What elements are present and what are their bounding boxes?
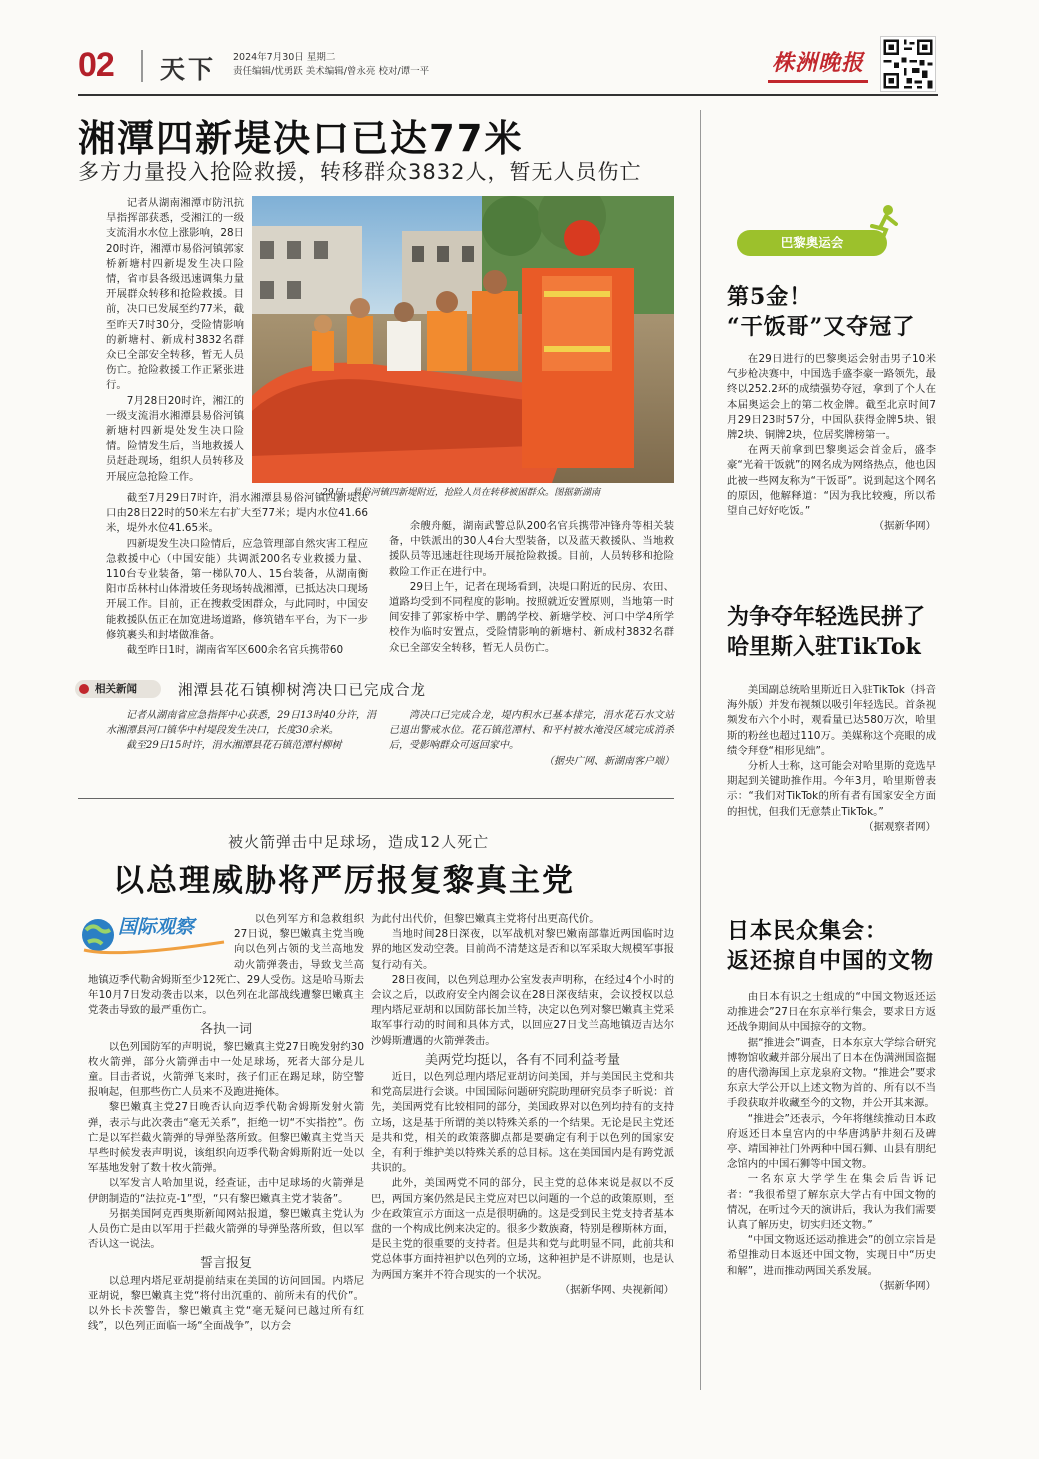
paragraph: 截至昨日1时，湖南省军区600余名官兵携带60 bbox=[126, 644, 344, 657]
paragraph: 以色列军方和急救组织27日说，黎巴嫩真主党当晚向以色列占领的戈兰高地发动火箭弹袭击，导致戈兰高地镇迈季代勒舍姆斯至少12死亡、29人受伤。这是哈马斯去年10月7日发动袭击以来，以色列在北部战线遭黎巴嫩真主党袭击导致的最严重伤亡。 bbox=[88, 913, 364, 1017]
paragraph: 28日夜间，以色列总理办公室发表声明称，在经过4个小时的会议之后，以政府安全内阁会议在28日深夜结束，会议授权以总理内塔尼亚胡和以国防部长加兰特，决定以色列对黎巴嫩真主党采取军事行动的时间和具体方式，以回应27日戈兰高地镇迈吉达尔沙姆斯遭遇的火箭弹袭击。 bbox=[371, 973, 674, 1047]
title-line: 为争夺年轻选民拼了 bbox=[727, 604, 926, 630]
lead-body-left bbox=[106, 196, 244, 485]
lead-subheadline: 多方力量投入抢险救援，转移群众3832人，暂无人员伤亡 bbox=[78, 160, 642, 184]
paragraph: 黎巴嫩真主党27日晚否认向迈季代勒舍姆斯发射火箭弹，表示与此次袭击“毫无关系”，拒绝一切“不实指控”。伤亡是以军拦截火箭弹的导弹坠落所致。但黎巴嫩真主党当天早些时候发表声明说，该组织向迈季代勒舍姆斯附近一处以军基地发射了数十枚火箭弹。 bbox=[88, 1101, 364, 1175]
date-line: 2024年7月30日 星期二 bbox=[233, 52, 336, 63]
paragraph: 美国副总统哈里斯近日入驻TikTok（抖音海外版）并发布视频以吸引年轻选民。首条视频发布六个小时，观看量已达580万次，哈里斯的粉丝也超过110万。美媒称这个亮眼的成绩令拜登“相形见绌”。 bbox=[727, 684, 936, 757]
sidebar-story2-credit: （据观察者网） bbox=[863, 820, 936, 833]
title-line: 日本民众集会： bbox=[727, 918, 889, 944]
paragraph: 湾决口已完成合龙，堤内积水已基本排完，涓水花石水文站已退出警戒水位。花石镇范潭村、和平村被水淹没区域完成消杀后，受影响群众可返回家中。 bbox=[389, 710, 674, 752]
masthead-info bbox=[233, 51, 429, 79]
paragraph: “中国文物返还运动推进会”的创立宗旨是希望推动日本返还中国文物，实现日中“历史和解”，进而推动两国关系发展。 bbox=[727, 1234, 936, 1277]
rescue-photo[interactable] bbox=[252, 196, 674, 483]
paragraph: 记者从湖南省应急指挥中心获悉，29日13时40分许，涓水湘潭县河口镇华中村堤段发生决口，长度30余米。 bbox=[106, 710, 376, 737]
related-credit: （据央广网、新湖南客户端） bbox=[544, 755, 674, 767]
story2-column-2 bbox=[371, 912, 674, 1298]
paragraph: “推进会”还表示，今年将继续推动日本政府返还日本皇宫内的中华唐鸿胪井刻石及碑亭、靖国神社门外两种中国石狮、山县有朋纪念馆内的中国石狮等中国文物。 bbox=[727, 1112, 936, 1171]
paragraph: 在29日进行的巴黎奥运会射击男子10米气步枪决赛中，中国选手盛李豪一路领先，最终以252.2环的成绩强势夺冠，拿到了个人在本届奥运会上的第二枚金牌。截至北京时间7月29日23时57分，中国队获得金牌5块、银牌2块、铜牌2块，位居奖牌榜第一。 bbox=[727, 353, 936, 442]
subhead: 各执一词 bbox=[199, 1022, 252, 1038]
qr-code-icon[interactable] bbox=[880, 36, 936, 92]
paragraph: 分析人士称，这可能会对哈里斯的竞选早期起到关键助推作用。今年3月，哈里斯曾表示：“我们对TikTok的所有者有国家安全方面的担忧，但我们无意禁止TikTok。” bbox=[727, 760, 936, 818]
title-line: 第5金！ bbox=[727, 284, 813, 310]
sidebar-story1-credit: （据新华网） bbox=[873, 520, 936, 533]
related-dot-icon bbox=[79, 684, 89, 694]
lead-body-bottom-right bbox=[389, 519, 674, 656]
sidebar-story3-title[interactable] bbox=[727, 916, 934, 976]
related-body-left bbox=[106, 708, 376, 754]
paragraph: 四新堤发生决口险情后，应急管理部自然灾害工程应急救援中心（中国安能）共调派200名专业救援力量、110台专业装备，第一梯队70人、15台装备，从湖南衡阳市岳林村山体滑坡任务现场转战湘潭，已抵达决口现场开展工作。目前，正在搜救受困群众，与此同时，中国安能救援队伍正在加宽进场道路，修筑错车平台，为下一步修筑裹头和封堵做准备。 bbox=[106, 537, 368, 641]
related-body-right bbox=[389, 708, 674, 769]
sidebar-story1-body bbox=[727, 352, 936, 534]
lead-headline[interactable]: 湘潭四新堤决口已达77米 bbox=[78, 117, 524, 160]
paragraph: 在两天前拿到巴黎奥运会首金后，盛李豪“光着干饭就”的网名成为网络热点，他也因此被一些网友称为“干饭哥”。说到起这个网名的原因，他解释道：“因为我比较瘦，所以希望自己好好吃饭。” bbox=[727, 444, 936, 518]
olympics-tag[interactable]: 巴黎奥运会 bbox=[737, 230, 887, 256]
paragraph: 另据美国阿克西奥斯新闻网站报道，黎巴嫩真主党认为人员伤亡是由以军用于拦截火箭弹的导弹坠落所致，但以军否认这一说法。 bbox=[88, 1207, 364, 1251]
story2-column-1 bbox=[88, 912, 364, 1334]
paragraph: 此外，美国两党不同的部分，民主党的总体来说是叔以不反巴，两国方案仍然是民主党应对巴以问题的一个总的政策原则，至少在政策宣示方面这一点是很明确的。这是受到民主党支持者基本盘的一个构成比例来决定的。很多少数族裔，特别是穆斯林方面，是民主党的很重要的支持者。但是共和党与此明显不同，此前共和党总体事方面持袒护以色列的立场，这种袒护是不讲原则，也是认为两国方案并不符合现实的一个状况。 bbox=[371, 1177, 674, 1281]
story2-credit: （据新华网、央视新闻） bbox=[559, 1283, 674, 1296]
paragraph: 以色列国防军的声明说，黎巴嫩真主党27日晚发射约30枚火箭弹，部分火箭弹击中一处足球场，死者大部分是儿童。目击者说，火箭弹飞来时，孩子们正在踢足球，防空警报响起，但那些伤亡人员来不及跑进掩体。 bbox=[88, 1040, 364, 1099]
paragraph: 截至7月29日7时许，涓水湘潭县易俗河镇四新堤决口由28日22时的50米左右扩大至77米；堤内水位41.66米，堤外水位41.65米。 bbox=[106, 492, 368, 535]
related-news-title[interactable]: 湘潭县花石镇柳树湾决口已完成合龙 bbox=[178, 683, 426, 699]
sidebar-story3-credit: （据新华网） bbox=[873, 1279, 936, 1292]
editors-line: 责任编辑/忧勇跃 美术编辑/曾永亮 校对/谭一平 bbox=[233, 66, 430, 77]
photo-caption: 29日，易俗河镇四新堤附近，抢险人员在转移被困群众。图据新湖南 bbox=[322, 487, 601, 498]
section-title: 天下 bbox=[160, 55, 217, 84]
title-line: 哈里斯入驻TikTok bbox=[727, 634, 921, 660]
paragraph: 29日上午，记者在现场看到，决堤口附近的民房、农田、道路均受到不同程度的影响。按照就近安置原则，当地第一时间安排了郭家桥中学、鹏鸽学校、新塘学校、河口中学4所学校作为临时安置点，受险情影响的新塘村、新成村3832名群众已全部安全转移，暂无人员伤亡。 bbox=[389, 580, 674, 654]
paragraph: 当地时间28日深夜，以军战机对黎巴嫩南部靠近两国临时边界的地区发动空袭。目前尚不清楚这是否和以军采取大规模军事报复行动有关。 bbox=[371, 928, 674, 971]
paragraph: 近日，以色列总理内塔尼亚胡访问美国，并与美国民主党和共和党高层进行会谈。中国国际问题研究院助理研究员李子昕说：首先，美国两党有比较相同的部分，美国政界对以色列均持有的支持立场，这是基于所谓的美以特殊关系的一个结果。无论是民主党还是共和党，相关的政策落脚点都是要确定有利于以色列的国家安全，有利于维护美以特殊关系的总目标。这在美国国内是有跨党派共识的。 bbox=[371, 1071, 674, 1175]
paragraph: 由日本有识之士组成的“中国文物返还运动推进会”27日在东京举行集会，要求日方返还战争期间从中国掠夺的文物。 bbox=[727, 991, 936, 1034]
paragraph: 以总理内塔尼亚胡提前结束在美国的访问回国。内塔尼亚胡说，黎巴嫩真主党“将付出沉重的、前所未有的代价”。以外长卡茨警告，黎巴嫩真主党“毫无疑问已越过所有红线”，以色列正面临一场“全面战争”，以方会 bbox=[88, 1274, 364, 1333]
related-news-badge: 相关新闻 bbox=[75, 680, 161, 698]
paragraph: 截至29日15时许，涓水湘潭县花石镇范潭村柳树 bbox=[126, 740, 342, 752]
sidebar-story2-title[interactable] bbox=[727, 602, 925, 662]
title-line: “干饭哥”又夺冠了 bbox=[727, 314, 916, 340]
paragraph: 以军发言人哈加里说，经查证，击中足球场的火箭弹是伊朗制造的“法拉克-1”型，“只有黎巴嫩真主党才装备”。 bbox=[88, 1177, 364, 1205]
story2-kicker: 被火箭弹击中足球场，造成12人死亡 bbox=[228, 833, 490, 851]
paragraph: 7月28日20时许，湘江的一级支流涓水湘潭县易俗河镇新塘村四新堤处发生决口险情。险情发生后，当地救援人员赶赴现场，组织人员转移及开展应急抢险工作。 bbox=[106, 394, 244, 483]
subhead: 美两党均挺以，各有不同利益考量 bbox=[424, 1052, 620, 1068]
title-line: 返还掠自中国的文物 bbox=[727, 948, 935, 974]
paragraph: 为此付出代价，但黎巴嫩真主党将付出更高代价。 bbox=[371, 913, 600, 925]
subhead: 誓言报复 bbox=[199, 1256, 252, 1272]
masthead-rule bbox=[78, 94, 938, 96]
newspaper-logo[interactable]: 株洲晚报 bbox=[768, 43, 868, 83]
lead-body-bottom-left bbox=[106, 491, 368, 658]
paragraph: 余艘舟艇，湖南武警总队200名官兵携带冲锋舟等相关装备，中铁派出的30人4台大型装备，以及蓝天救援队、当地救援队员等迅速赶往现场开展抢险救援。目前，人员转移和抢险救险工作正在进行中。 bbox=[389, 520, 674, 578]
international-badge bbox=[78, 912, 228, 958]
page-number: 02 bbox=[78, 46, 114, 84]
masthead-divider bbox=[141, 50, 143, 82]
paragraph: 一名东京大学学生在集会后告诉记者：“我很希望了解东京大学占有中国文物的情况，在听过今天的演讲后，我认为我们需要认真了解历史，切实归还文物。” bbox=[727, 1173, 936, 1232]
sidebar-story3-body bbox=[727, 990, 936, 1294]
story2-headline[interactable]: 以总理威胁将严厉报复黎真主党 bbox=[113, 863, 575, 899]
section-divider bbox=[78, 798, 674, 799]
column-divider bbox=[700, 110, 701, 1390]
sidebar-story1-title[interactable] bbox=[727, 282, 915, 342]
international-badge-label: 国际观察 bbox=[118, 916, 195, 938]
paragraph: 据“推进会”调查，日本东京大学综合研究博物馆收藏并部分展出了日本在伪满洲国盗掘的唐代渤海国上京龙泉府文物。“推进会”要求东京大学公开以上述文物为首的、所有以不当手段获取并收藏至今的文物，并公开其来源。 bbox=[727, 1036, 936, 1110]
sidebar-story2-body bbox=[727, 683, 936, 835]
paragraph: 记者从湖南湘潭市防汛抗旱指挥部获悉，受湘江的一级支流涓水水位上涨影响，28日20时许，湘潭市易俗河镇郭家桥新塘村四新堤发生决口险情，省市县各级迅速调集力量开展群众转移和抢险救援。目前，决口已发展至约77米，截至昨天7时30分，受险情影响的新塘村、新成村3832名群众已全部安全转移，暂无人员伤亡。抢险救援工作正紧张进行。 bbox=[106, 197, 244, 392]
